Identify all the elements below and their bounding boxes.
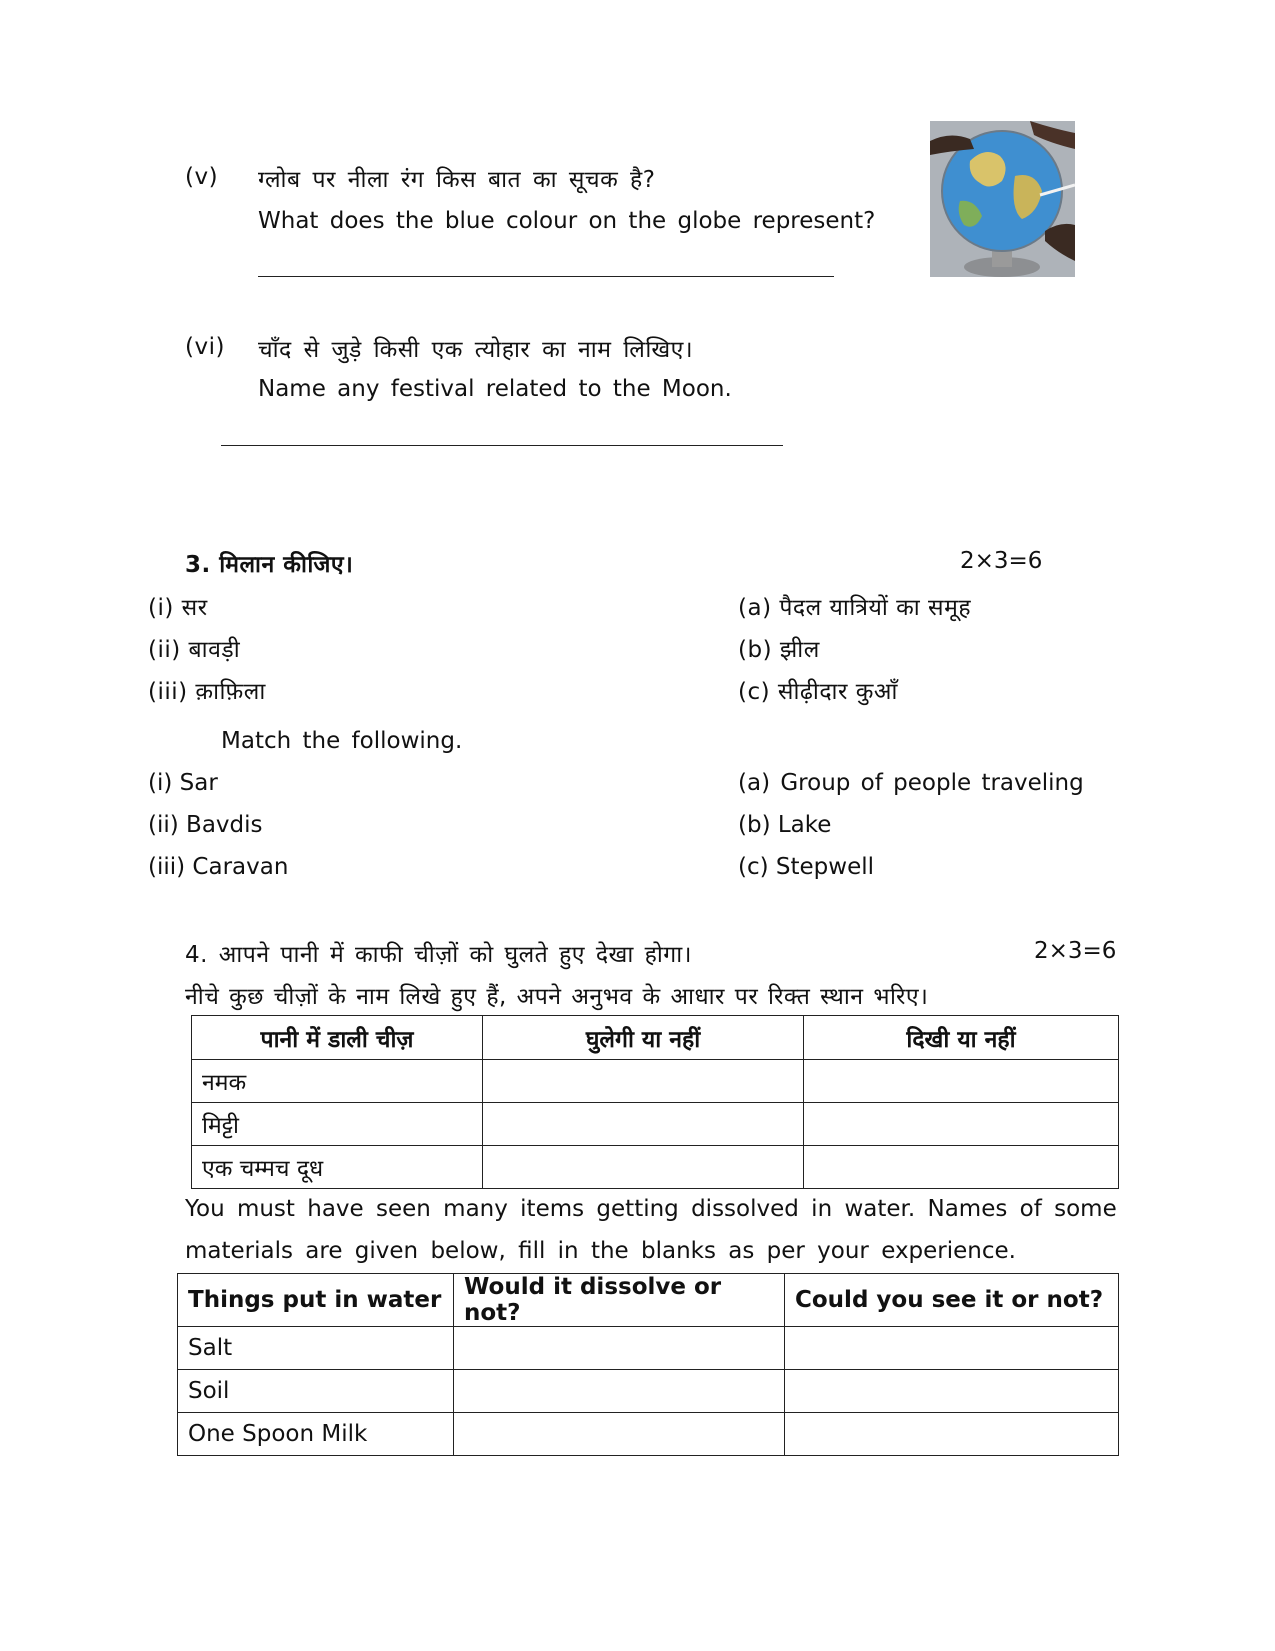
q3-english-heading: Match the following. xyxy=(221,728,463,754)
table-cell: मिट्टी xyxy=(192,1103,483,1146)
q3-english-left-2: (ii) Bavdis xyxy=(148,812,263,838)
q3-heading: 3. मिलान कीजिए। xyxy=(185,552,354,578)
q3-hindi-left-2: (ii) बावड़ी xyxy=(148,637,241,663)
q3-english-right-2: (b) Lake xyxy=(738,812,832,838)
answer-line-v[interactable] xyxy=(258,276,834,277)
answer-cell[interactable] xyxy=(454,1413,785,1456)
q3-english-right-1: (a) Group of people traveling xyxy=(738,770,1084,796)
question-vi-english: Name any festival related to the Moon. xyxy=(258,376,732,402)
answer-cell[interactable] xyxy=(483,1060,804,1103)
q3-english-left-1: (i) Sar xyxy=(148,770,218,796)
table-row xyxy=(178,1413,1119,1456)
answer-cell[interactable] xyxy=(785,1327,1119,1370)
answer-cell[interactable] xyxy=(804,1146,1119,1189)
q4-line1: 4. आपने पानी में काफी चीज़ों को घुलते हुए देखा होगा। xyxy=(185,942,692,968)
question-vi-number: (vi) xyxy=(185,334,225,360)
table-header: Things put in water xyxy=(178,1274,454,1327)
q4-marks: 2×3=6 xyxy=(1034,938,1117,964)
table-row xyxy=(192,1146,1119,1189)
table-header: घुलेगी या नहीं xyxy=(483,1016,804,1060)
answer-cell[interactable] xyxy=(804,1060,1119,1103)
answer-cell[interactable] xyxy=(483,1103,804,1146)
globe-icon xyxy=(930,121,1075,277)
q4-line2: नीचे कुछ चीज़ों के नाम लिखे हुए हैं, अपने अनुभव के आधार पर रिक्त स्थान भरिए। xyxy=(185,984,929,1010)
q3-hindi-left-1: (i) सर xyxy=(148,595,208,621)
answer-cell[interactable] xyxy=(804,1103,1119,1146)
q3-hindi-left-3: (iii) क़ाफ़िला xyxy=(148,679,266,705)
table-header: Would it dissolve or not? xyxy=(454,1274,785,1327)
table-row xyxy=(192,1060,1119,1103)
table-cell: नमक xyxy=(192,1060,483,1103)
question-v-hindi: ग्लोब पर नीला रंग किस बात का सूचक है? xyxy=(258,167,656,193)
table-header-row xyxy=(178,1274,1119,1327)
table-header-row xyxy=(192,1016,1119,1060)
q3-marks: 2×3=6 xyxy=(960,548,1043,574)
q3-english-left-3: (iii) Caravan xyxy=(148,854,289,880)
q3-hindi-right-1: (a) पैदल यात्रियों का समूह xyxy=(738,595,972,621)
globe-picture xyxy=(930,121,1075,277)
question-v-number: (v) xyxy=(185,164,219,190)
answer-cell[interactable] xyxy=(454,1370,785,1413)
table-header: दिखी या नहीं xyxy=(804,1016,1119,1060)
table-cell: Salt xyxy=(178,1327,454,1370)
q4-english-line1: You must have seen many items getting dissolved in water. Names of some xyxy=(185,1196,1117,1222)
answer-cell[interactable] xyxy=(785,1370,1119,1413)
question-v-english: What does the blue colour on the globe represent? xyxy=(258,208,876,234)
table-header: पानी में डाली चीज़ xyxy=(192,1016,483,1060)
q4-english-line2: materials are given below, fill in the blanks as per your experience. xyxy=(185,1238,1016,1264)
table-row xyxy=(178,1370,1119,1413)
hindi-table xyxy=(191,1015,1119,1189)
answer-line-vi[interactable] xyxy=(221,445,783,446)
table-row xyxy=(178,1327,1119,1370)
q3-english-right-3: (c) Stepwell xyxy=(738,854,875,880)
answer-cell[interactable] xyxy=(785,1413,1119,1456)
table-cell: Soil xyxy=(178,1370,454,1413)
q3-hindi-right-3: (c) सीढ़ीदार कुआँ xyxy=(738,679,898,705)
table-header: Could you see it or not? xyxy=(785,1274,1119,1327)
english-table xyxy=(177,1273,1119,1456)
q3-hindi-right-2: (b) झील xyxy=(738,637,820,663)
answer-cell[interactable] xyxy=(483,1146,804,1189)
table-cell: One Spoon Milk xyxy=(178,1413,454,1456)
table-cell: एक चम्मच दूध xyxy=(192,1146,483,1189)
table-row xyxy=(192,1103,1119,1146)
question-vi-hindi: चाँद से जुड़े किसी एक त्योहार का नाम लिखिए। xyxy=(258,337,694,363)
answer-cell[interactable] xyxy=(454,1327,785,1370)
